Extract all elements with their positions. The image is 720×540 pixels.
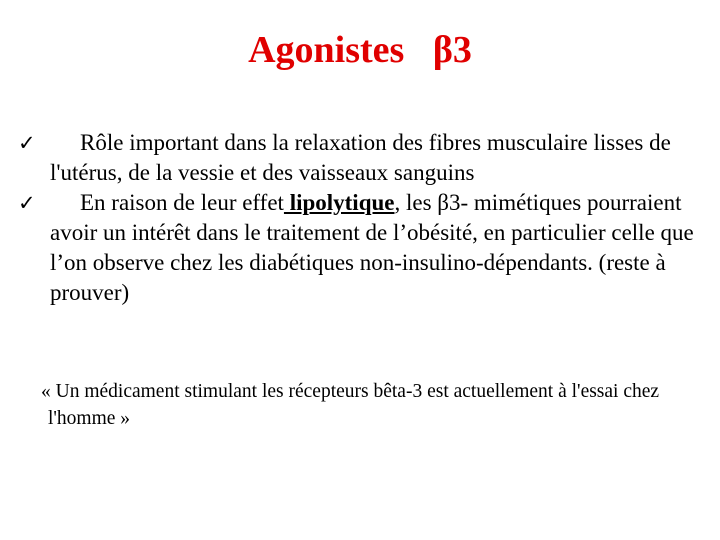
bullet-text-before: En raison de leur effet [80, 190, 284, 215]
bullet-item-lipolytique [0, 188, 720, 308]
quote-text: « Un médicament stimulant les récepteurs bêta-3 est actuellement à l'essai chez l'homme » [41, 381, 660, 429]
bullet-text-after: , les β3- mimétiques pourraient avoir un intérêt dans le traitement de l’obésité, en particulier celle que l’on observe chez les diabétiques non-insulino-dépendants. (reste à prouver) [50, 190, 694, 305]
bullet-list [0, 128, 720, 308]
bullet-item-relaxation [0, 128, 720, 188]
check-mark-icon: ✓ [18, 131, 36, 155]
bullet-text-lipolytique [50, 188, 710, 308]
bullet-text-relaxation: Rôle important dans la relaxation des fibres musculaire lisses de l'utérus, de la vessie et des vaisseaux sanguins [50, 130, 671, 185]
slide-title: Agonistes β3 [248, 29, 472, 71]
emphasis-lipolytique: lipolytique [283, 190, 395, 215]
check-mark-icon: ✓ [18, 191, 36, 215]
